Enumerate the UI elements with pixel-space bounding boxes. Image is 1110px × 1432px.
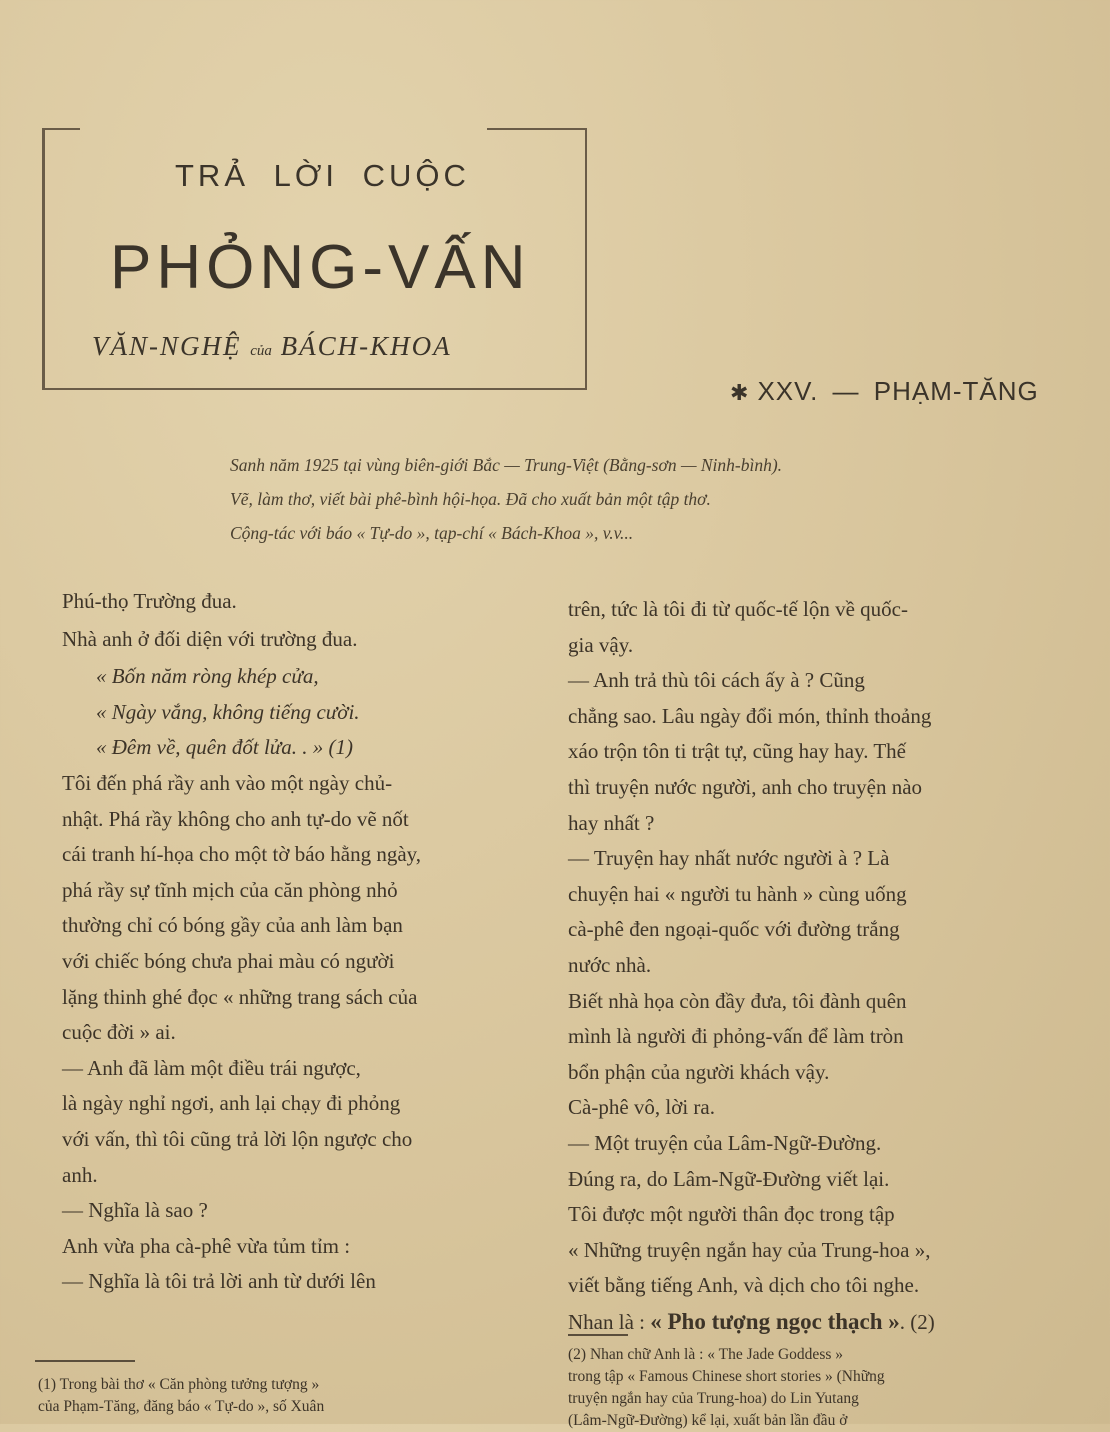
verse-line: « Bốn năm ròng khép cửa, (96, 664, 319, 689)
footnote-line: truyện ngắn hay của Trung-hoa) do Lin Yutang (568, 1390, 859, 1407)
text-line: viết bằng tiếng Anh, và dịch cho tôi nghe. (568, 1273, 920, 1298)
left-column (62, 584, 537, 1300)
frame-topright-line (487, 128, 587, 130)
author-line (730, 376, 1080, 407)
text-line: là ngày nghỉ ngơi, anh lại chạy đi phỏng (62, 1091, 401, 1116)
text-line: chuyện hai « người tu hành » cùng uống (568, 881, 907, 906)
text-line: — Một truyện của Lâm-Ngữ-Đường. (568, 1130, 882, 1155)
text-line: trên, tức là tôi đi từ quốc-tế lộn về quốc- (568, 597, 908, 621)
text-line: nhật. Phá rầy không cho anh tự-do vẽ nốt (62, 806, 409, 831)
text-line-title (568, 1304, 1068, 1341)
right-column (568, 592, 1068, 1340)
text-line: — Nghĩa là tôi trả lời anh từ dưới lên (62, 1269, 376, 1294)
text-line: nước nhà. (568, 952, 652, 977)
text-line: Biết nhà họa còn đầy đưa, tôi đành quên (568, 988, 907, 1013)
footnote-rule (35, 1360, 135, 1362)
text-line: cuộc đời » ai. (62, 1020, 176, 1045)
frame-top-line (42, 128, 80, 130)
footnote-1 (38, 1374, 538, 1418)
text-line: anh. (62, 1162, 98, 1187)
footnote-line: (2) Nhan chữ Anh là : « The Jade Goddess » (568, 1346, 844, 1363)
verse-line: « Đêm về, quên đốt lửa. . » (1) (96, 735, 353, 760)
subline-part-a: VĂN-NGHỆ (92, 331, 242, 361)
footnote-line: (Lâm-Ngữ-Đường) kể lại, xuất bản lần đầu ở (568, 1412, 848, 1429)
text-line: xáo trộn tôn ti trật tự, cũng hay hay. Thế (568, 739, 906, 764)
text-line: Tôi được một người thân đọc trong tập (568, 1202, 895, 1227)
text-line: thì truyện nước người, anh cho truyện nào (568, 774, 923, 799)
frame-bottom-line (42, 388, 587, 390)
footnote-line: trong tập « Famous Chinese short stories » (Những (568, 1368, 885, 1385)
text-line: với vấn, thì tôi cũng trả lời lộn ngược cho (62, 1126, 413, 1151)
text-line: thường chỉ có bóng gầy của anh làm bạn (62, 913, 403, 938)
text-line: Cà-phê vô, lời ra. (568, 1095, 715, 1120)
text-line: Anh vừa pha cà-phê vừa tủm tỉm : (62, 1233, 351, 1258)
text-line: Phú-thọ Trường đua. (62, 589, 237, 613)
text-line: Tôi đến phá rầy anh vào một ngày chủ- (62, 770, 393, 795)
footnote-ref: . (2) (899, 1309, 935, 1334)
text-line: cái tranh hí-họa cho một tờ báo hằng ngày, (62, 842, 422, 867)
text-line: mình là người đi phỏng-vấn để làm tròn (568, 1024, 904, 1049)
text-line: chẳng sao. Lâu ngày đổi món, thỉnh thoảng (568, 703, 932, 728)
text-line: — Anh trả thù tôi cách ấy à ? Cũng (568, 668, 865, 693)
title-intro: Nhan là : (568, 1309, 651, 1334)
frame-right-line (585, 128, 587, 390)
text-line: « Những truyện ngắn hay của Trung-hoa », (568, 1237, 931, 1262)
footnote-rule (568, 1334, 628, 1336)
bio-line: Vẽ, làm thơ, viết bài phê-bình hội-họa. Đã cho xuất bản một tập thơ. (230, 489, 711, 509)
footnote-line: của Phạm-Tăng, đăng báo « Tự-do », số Xuân (38, 1398, 325, 1415)
text-line: phá rầy sự tĩnh mịch của căn phòng nhỏ (62, 877, 398, 902)
author-bio (230, 448, 1080, 550)
asterisk-icon: ✱ (730, 380, 750, 405)
footnote-2 (568, 1344, 1068, 1432)
text-line: bổn phận của người khách vậy. (568, 1059, 830, 1084)
bio-line: Cộng-tác với báo « Tự-do », tạp-chí « Bách-Khoa », v.v... (230, 523, 634, 543)
bio-line: Sanh năm 1925 tại vùng biên-giới Bắc — Trung-Việt (Bằng-sơn — Ninh-bình). (230, 455, 783, 475)
text-line: Đúng ra, do Lâm-Ngữ-Đường viết lại. (568, 1166, 890, 1191)
text-line: hay nhất ? (568, 810, 655, 835)
title-kicker: TRẢ LỜI CUỘC (175, 158, 470, 193)
text-line: với chiếc bóng chưa phai màu có người (62, 948, 395, 973)
story-title: « Pho tượng ngọc thạch » (650, 1308, 900, 1334)
text-line: — Truyện hay nhất nước người à ? Là (568, 846, 890, 871)
text-line: gia vậy. (568, 632, 634, 657)
text-line: lặng thinh ghé đọc « những trang sách của (62, 984, 418, 1009)
text-line: Nhà anh ở đối diện với trường đua. (62, 626, 358, 651)
title-subline (92, 331, 572, 362)
subline-part-c: BÁCH-KHOA (280, 331, 452, 361)
page-title: PHỎNG-VẤN (110, 233, 531, 302)
subline-part-b: của (250, 343, 272, 359)
text-line: cà-phê đen ngoại-quốc với đường trắng (568, 917, 900, 942)
frame-left-line (42, 128, 45, 390)
author-name: XXV. — PHẠM-TĂNG (757, 376, 1039, 406)
text-line: — Nghĩa là sao ? (62, 1198, 208, 1223)
text-line: — Anh đã làm một điều trái ngược, (62, 1055, 361, 1080)
verse-line: « Ngày vắng, không tiếng cười. (96, 699, 360, 724)
footnote-line: (1) Trong bài thơ « Căn phòng tưởng tượng » (38, 1376, 320, 1393)
